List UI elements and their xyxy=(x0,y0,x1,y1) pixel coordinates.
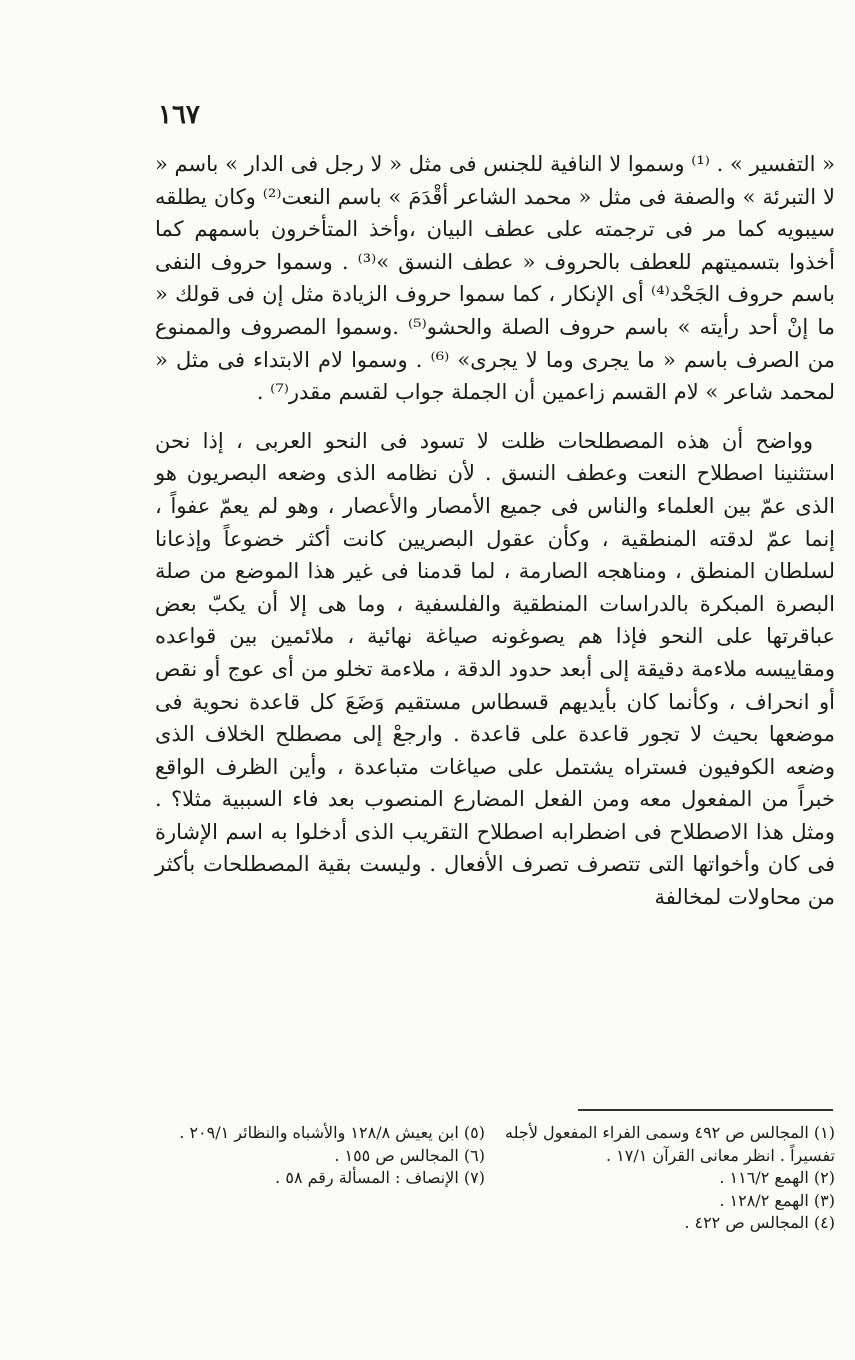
footnotes xyxy=(155,1122,835,1282)
footnote-3: (٣) الهمع ١٢٨/٢ . xyxy=(719,1190,835,1210)
footnote-1: (١) المجالس ص ٤٩٢ وسمى الفراء المفعول لأجله تفسيراً . انظر معانى القرآن ١٧/١ . xyxy=(505,1123,835,1165)
page-number: ١٦٧ xyxy=(158,100,200,130)
footnote-6: (٦) المجالس ص ١٥٥ . xyxy=(334,1145,485,1165)
paragraph-2: وواضح أن هذه المصطلحات ظلت لا تسود فى النحو العربى ، إذا نحن استثنينا اصطلاح النعت وعطف النسق . لأن نظامه الذى وضعه البصريون هو الذى عمّ بين العلماء والناس فى جميع الأمصار والأعصار ، وهو لم يعمّ عفواً ، إنما عمّ لدقته المنطقية ، وكأن عقول البصريين كانت أكثر خضوعاً وإذعانا لسلطان المنطق ، ومناهجه الصارمة ، لما قدمنا فى غير هذا الموضع من صلة البصرة المبكرة بالدراسات المنطقية والفلسفية ، وما هى إلا أن يكبّ بعض عباقرتها على النحو فإذا هم يصوغونه صياغة نهائية ، ملائمين بين قواعده ومقاييسه ملاءمة دقيقة إلى أبعد حدود الدقة ، ملاءمة تخلو من أى عوج أو نقص أو انحراف ، وكأنما كان بأيديهم قسطاس مستقيم وَضَعَ كل قاعدة نحوية فى موضعها بحيث لا تجور قاعدة على قاعدة . وارجعْ إلى مصطلح الخلاف الذى وضعه الكوفيون فستراه يشتمل على صياغات متباعدة ، وأين الظرف الواقع خبراً من المفعول معه ومن الفعل المضارع المنصوب بعد فاء السببية مثلا؟ . ومثل هذا الاصطلاح فى اضطرابه اصطلاح التقريب الذى أدخلوا به اسم الإشارة فى كان وأخواتها التى تتصرف تصرف الأفعال . وليست بقية المصطلحات بأكثر من محاولات لمخالفة xyxy=(155,428,835,910)
footnotes-right-column xyxy=(505,1122,835,1235)
main-text xyxy=(155,148,835,914)
paragraph-1: « التفسير » . ⁽¹⁾ وسموا لا النافية للجنس فى مثل « لا رجل فى الدار » باسم « لا التبرئة » والصفة فى مثل « محمد الشاعر أقْدَمَ » باسم النعت⁽²⁾ وكان يطلقه سيبويه كما مر فى ترجمته على عطف البيان ،وأخذ المتأخرون باسمهم كما أخذوا بتسميتهم للعطف بالحروف « عطف النسق »⁽³⁾ . وسموا حروف النفى باسم حروف الجَحْد⁽⁴⁾ أى الإنكار ، كما سموا حروف الزيادة مثل إن فى قولك « ما إنْ أحد رأيته » باسم حروف الصلة والحشو⁽⁵⁾ .وسموا المصروف والممنوع من الصرف باسم « ما يجرى وما لا يجرى» ⁽⁶⁾ . وسموا لام الابتداء فى مثل « لمحمد شاعر » لام القسم زاعمين أن الجملة جواب لقسم مقدر⁽⁷⁾ . xyxy=(155,152,836,405)
footnote-7: (٧) الإنصاف : المسألة رقم ٥٨ . xyxy=(275,1168,485,1187)
footnote-divider xyxy=(578,1109,833,1111)
footnotes-left-column xyxy=(155,1122,485,1190)
footnote-2: (٢) الهمع ١١٦/٢ . xyxy=(719,1168,835,1187)
footnote-4: (٤) المجالس ص ٤٢٢ . xyxy=(684,1213,835,1232)
footnote-5: (٥) ابن يعيش ١٢٨/٨ والأشباه والنظائر ٢٠٩/١ . xyxy=(179,1123,485,1142)
